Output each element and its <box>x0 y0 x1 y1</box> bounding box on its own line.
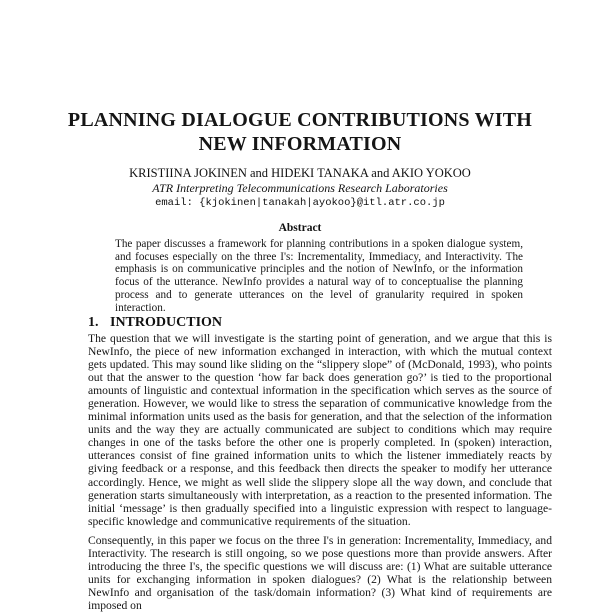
email-address: email: {kjokinen|tanakah|ayokoo}@itl.atr.co.jp <box>155 197 445 209</box>
body-paragraph-1: The question that we will investigate is the starting point of generation, and we argue that this is NewInfo, the piece of new information exchanged in interaction, with which the mutual context gets updated. This may sound like sliding on the “slippery slope” of (McDonald, 1993), who points out that the answer to the question ‘how far back does generation go?’ is tied to the proportional amounts of linguistic and contextual information in the specification which serves as the source of generation. However, we would like to stress the separation of communicative knowledge from the minimal information units used as the basis for generation, and that the selection of the information units and the way they are actually communicated are subject to conditions which may require changes in one of the tasks before the other one is properly completed. In (spoken) interaction, utterances consist of fine grained information units to which the listener immediately reacts by giving feedback or a response, and this feedback then directs the speaker to modify her utterance accordingly. Hence, we might as well slide the slippery slope all the way down, and conclude that generation starts simultaneously with interpretation, as a reaction to the presented information. The initial ‘message’ is then gradually specified into a linguistic expression with respect to language-specific knowledge and communicative requirements of the situation. <box>88 332 552 528</box>
abstract-paragraph: The paper discusses a framework for planning contributions in a spoken dialogue system, and focuses especially on the three I's: Incrementality, Immediacy, and Interactivity. The emphasis is on communicative principles and the notion of NewInfo, or the information focus of the utterance. NewInfo provides a natural way of to conceptualise the planning process and to generate utterances on the level of granularity required in spoken interaction. <box>115 238 523 314</box>
abstract-heading: Abstract <box>278 222 322 234</box>
section-title: INTRODUCTION <box>110 315 223 330</box>
title-line-2: NEW INFORMATION <box>198 133 402 155</box>
section-number: 1. <box>88 315 99 330</box>
section-heading-introduction <box>88 315 222 331</box>
authors: KRISTIINA JOKINEN and HIDEKI TANAKA and AKIO YOKOO <box>129 166 471 180</box>
abstract-body <box>115 238 523 314</box>
title-line-1: PLANNING DIALOGUE CONTRIBUTIONS WITH <box>67 109 533 131</box>
paper-title <box>0 108 600 156</box>
affiliation: ATR Interpreting Telecommunications Research Laboratories <box>152 181 448 195</box>
introduction-body <box>88 332 552 612</box>
body-paragraph-2: Consequently, in this paper we focus on the three I's in generation: Incrementality, Immediacy, and Interactivity. The research is still ongoing, so we pose questions more than provide answers. After introducing the three I's, the specific questions we will discuss are: (1) What are suitable utterance units for exchanging information in spoken dialogues? (2) What is the relationship between NewInfo and organisation of the task/domain information? (3) What kind of requirements are imposed on <box>88 533 552 612</box>
